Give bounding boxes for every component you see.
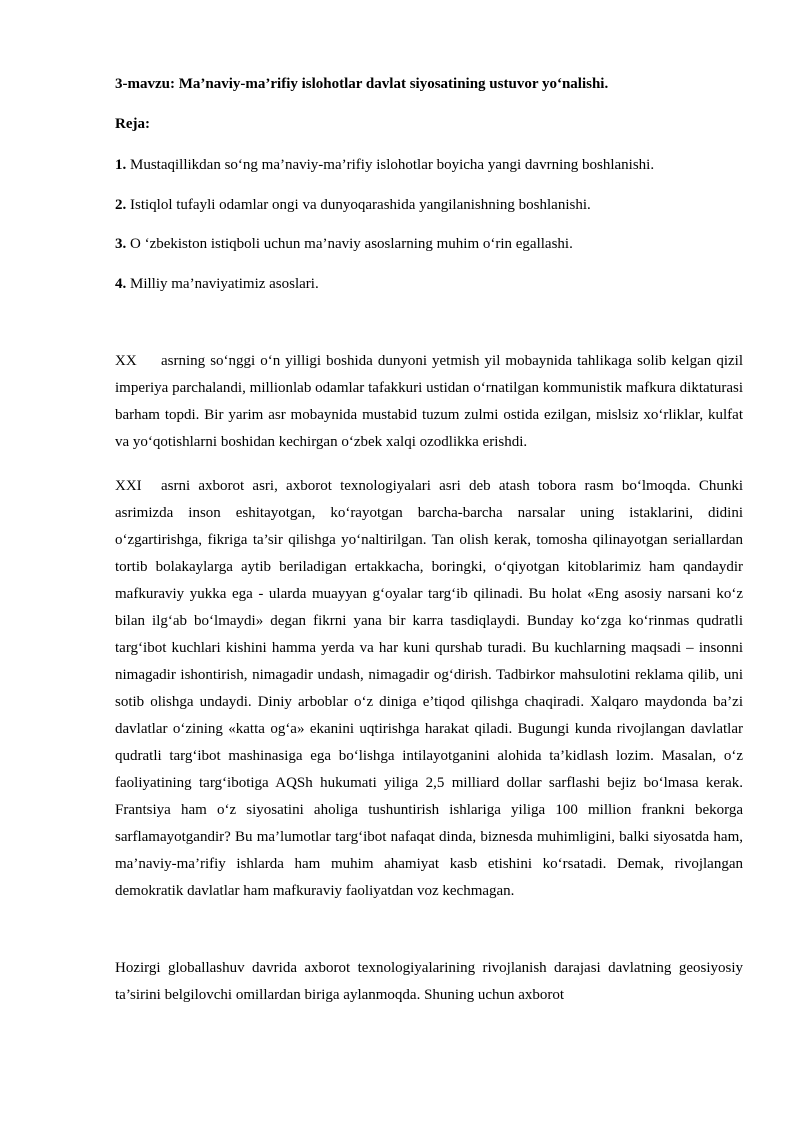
- plan-item-text: Mustaqillikdan so‘ng ma’naviy-ma’rifiy islohotlar boyicha yangi davrning boshlanishi.: [130, 157, 655, 173]
- plan-item-number: 4.: [115, 276, 127, 292]
- plan-item-text: Istiqlol tufayli odamlar ongi va dunyoqarashida yangilanishning boshlanishi.: [130, 197, 591, 213]
- plan-item: [115, 276, 319, 293]
- body-paragraph: [115, 473, 743, 905]
- plan-item: [115, 157, 654, 174]
- plan-item-text: O ‘zbekiston istiqboli uchun ma’naviy asoslarning muhim o‘rin egallashi.: [130, 236, 573, 252]
- plan-item-number: 3.: [115, 236, 127, 252]
- paragraph-text: Hozirgi globallashuv davrida axborot texnologiyalarining rivojlanish darajasi davlatning geosiyosiy ta’sirini belgilovchi omillardan biriga aylanmoqda. Shuning uchun axborot: [115, 960, 743, 1003]
- plan-item: [115, 236, 573, 253]
- plan-item-text: Milliy ma’naviyatimiz asoslari.: [130, 276, 319, 292]
- paragraph-lead: XXI: [115, 478, 142, 494]
- body-paragraph: [115, 348, 743, 456]
- paragraph-text: asrning so‘nggi o‘n yilligi boshida dunyoni yetmish yil mobaynida tahlikaga solib kelgan qizil imperiya parchalandi, millionlab odamlar tafakkuri ustidan o‘rnatilgan kommunistik mafkura diktaturasi barham topdi. Bir yarim asr mobaynida mustabid tuzum zulmi ostida ezilgan, mislsiz xo‘rliklar, kulfat va yo‘qotishlarni boshidan kechirgan o‘zbek xalqi ozodlikka erishdi.: [115, 353, 743, 450]
- plan-item: [115, 197, 591, 214]
- paragraph-text: asrni axborot asri, axborot texnologiyalari asri deb atash tobora rasm bo‘lmoqda. Chunki asrimizda inson eshitayotgan, ko‘rayotgan barcha-barcha narsalar uning istaklarini, didini o‘zgartirishga, fikriga ta’sir qilishga yo‘naltirilgan. Tan olish kerak, tomosha qilinayotgan seriallardan tortib bolakaylarga aytib beriladigan ertakkacha, boringki, o‘qiyotgan kitoblarimiz ham qandaydir mafkuraviy yukka ega - ularda muayyan g‘oyalar targ‘ib qilinadi. Bu holat «Eng asosiy narsani ko‘z bilan ilg‘ab bo‘lmaydi» degan fikrni yana bir karra tasdiqlaydi. Bunday ko‘zga ko‘rinmas qudratli targ‘ibot kuchlari kishini hamma yerda va har kuni qurshab turadi. Bu kuchlarning maqsadi – insonni nimagadir ishontirish, nimagadir undash, nimagadir og‘dirish. Tadbirkor mahsulotini reklama qilib, uni sotib olishga undaydi. Diniy arboblar o‘z diniga e’tiqod qilishga chaqiradi. Xalqaro maydonda ba’zi davlatlar o‘zining «katta og‘a» ekanini uqtirishga harakat qiladi. Bugungi kunda rivojlangan davlatlar qudratli targ‘ibot mashinasiga ega bo‘lishga intilayotganini alohida ta’kidlash lozim. Masalan, o‘z faoliyatining targ‘ibotiga AQSh hukumati yiliga 2,5 milliard dollar sarflashi bejiz bo‘lmasa kerak. Frantsiya ham o‘z siyosatini aholiga tushuntirish ishlariga yiliga 100 million frankni bekorga sarflamayotgandir? Bu ma’lumotlar targ‘ibot nafaqat dinda, biznesda muhimligini, balki siyosatda ham, ma’naviy-ma’rifiy ishlarda ham muhim ahamiyat kasb etishini ko‘rsatadi. Demak, rivojlangan demokratik davlatlar ham mafkuraviy faoliyatdan voz kechmagan.: [115, 478, 743, 899]
- plan-heading: Reja:: [115, 116, 150, 132]
- plan-item-number: 1.: [115, 157, 127, 173]
- paragraph-lead: XX: [115, 353, 137, 369]
- body-paragraph: [115, 955, 743, 1009]
- document-title: 3-mavzu: Ma’naviy-ma’rifiy islohotlar davlat siyosatining ustuvor yo‘nalishi.: [115, 76, 609, 92]
- plan-item-number: 2.: [115, 197, 127, 213]
